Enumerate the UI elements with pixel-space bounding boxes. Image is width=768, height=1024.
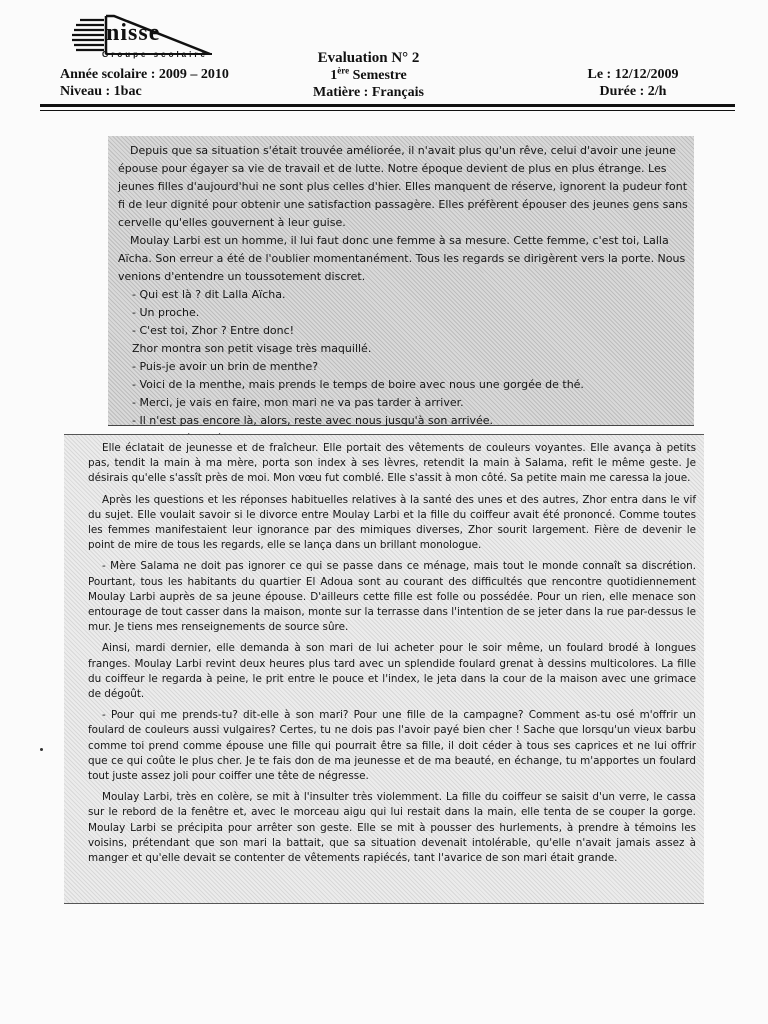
dialogue-line: - Voici de la menthe, mais prends le temps de boire avec nous une gorgée de thé. bbox=[132, 378, 584, 391]
exam-header bbox=[0, 0, 768, 118]
excerpt2-paragraph: Après les questions et les réponses habituelles relatives à la santé des unes et des autres, Zhor entra dans le vif du sujet. Elle voulait savoir si le divorce entre Moulay Larbi et la fille du coiffeur avait été prononcé. Comme toutes les femmes manifestaient leur ignorance par des mimiques diverses, Zhor sourit largement. Fière de devenir le point de mire de tous les regards, elle se lança dans un brillant monologue. bbox=[88, 493, 696, 552]
header-rule-thick bbox=[40, 104, 735, 107]
subject: Matière : Français bbox=[313, 85, 424, 100]
dialogue-line: Zhor montra son petit visage très maquillé. bbox=[132, 342, 372, 355]
excerpt2-paragraph: Moulay Larbi, très en colère, se mit à l'insulter très violemment. La fille du coiffeur se saisit d'un verre, le cassa sur le rebord de la fenêtre et, avec le morceau aigu qui lui restait dans la main, elle tenta de se couper la gorge. Moulay Larbi se précipita pour arrêter son geste. Elle se mit à pousser des hurlements, à prendre à témoins les voisins, prétendant que son mari la battait, que sa situation devenait intolérable, qu'elle n'avait jamais assez à manger et qu'elle devait se contenter de vêtements rapiécés, tant l'avarice de son mari était grande. bbox=[88, 791, 696, 865]
excerpt1-paragraph: Moulay Larbi est un homme, il lui faut donc une femme à sa mesure. Cette femme, c'est toi, Lalla Aïcha. Son erreur a été de l'oublier momentanément. Tous les regards se dirigèrent vers la porte. Nous venions d'entendre un toussotement discret. bbox=[118, 234, 686, 283]
header-left bbox=[60, 66, 229, 100]
school-year: Année scolaire : 2009 – 2010 bbox=[60, 67, 229, 82]
excerpt2-paragraph: Elle éclatait de jeunesse et de fraîcheur. Elle portait des vêtements de couleurs voyantes. Elle avança à petits pas, tendit la main à ma mère, porta son index à ses lèvres, retendit la main à Salama, refit le même geste. Je désirais qu'elle s'assît près de moi. Mon vœu fut comblé. Elle s'assit à mon côté. Sa petite main me caressa la joue. bbox=[88, 442, 696, 485]
dialogue-line: - Qui est là ? dit Lalla Aïcha. bbox=[132, 288, 286, 301]
excerpt2-paragraph: - Mère Salama ne doit pas ignorer ce qui se passe dans ce ménage, mais tout le monde connaît sa discrétion. Pourtant, tous les habitants du quartier El Adoua sont au courant des difficultés que rencontre quotidiennement Moulay Larbi auprès de sa jeune épouse. D'ailleurs cette fille est folle ou possédée. Pour un rien, elle menace son entourage de tout casser dans la maison, monte sur la terrasse dans l'intention de se jeter dans la rue par-dessus le mur. Je tiens mes renseignements de source sûre. bbox=[88, 560, 696, 634]
header-rule-thin bbox=[40, 110, 735, 111]
evaluation-title: Evaluation N° 2 bbox=[317, 50, 420, 66]
excerpt1-paragraph: Depuis que sa situation s'était trouvée améliorée, il n'avait plus qu'un rêve, celui d'avoir une jeune épouse pour égayer sa vie de travail et de lutte. Notre époque devient de plus en plus étrange. Les jeunes filles d'aujourd'hui ne sont plus celles d'hier. Elles manquent de réserve, ignorent la pudeur font fi de leur dignité pour obtenir une satisfaction passagère. Elles préfèrent épouser des jeunes gens sans cervelle qu'elles gouvernent à leur guise. bbox=[118, 144, 688, 229]
text-excerpt-1 bbox=[108, 136, 694, 426]
logo-text: nisse bbox=[106, 20, 161, 46]
dialogue-line: - Il n'est pas encore là, alors, reste avec nous jusqu'à son arrivée. bbox=[132, 414, 494, 427]
exam-date: Le : 12/12/2009 bbox=[587, 67, 679, 82]
dialogue-line: - Puis-je avoir un brin de menthe? bbox=[132, 360, 319, 373]
semester: 1ère Semestre bbox=[330, 65, 407, 83]
header-center bbox=[296, 50, 441, 101]
dialogue-line: - Merci, je vais en faire, mon mari ne va pas tarder à arriver. bbox=[132, 396, 464, 409]
margin-dot bbox=[40, 748, 43, 751]
text-excerpt-2 bbox=[64, 434, 704, 904]
excerpt2-paragraph: Ainsi, mardi dernier, elle demanda à son mari de lui acheter pour le soir même, un foulard brodé à longues franges. Moulay Larbi revint deux heures plus tard avec un splendide foulard grenat à dessins multicolores. La fille du coiffeur le regarda à peine, le prit entre le pouce et l'index, le jeta dans la cour de la maison avec une grimace de dégoût. bbox=[88, 642, 696, 701]
logo-subtitle: Groupe scolaire bbox=[102, 50, 208, 59]
header-right bbox=[578, 66, 688, 100]
exam-duration: Durée : 2/h bbox=[599, 84, 667, 99]
dialogue-line: - Un proche. bbox=[132, 306, 200, 319]
level: Niveau : 1bac bbox=[60, 84, 142, 99]
excerpt2-paragraph: - Pour qui me prends-tu? dit-elle à son mari? Pour une fille de la campagne? Comment as-tu osé m'offrir un foulard de couleurs aussi vulgaires? Certes, tu ne dois pas l'avoir payé bien cher ! Sache que lorsqu'un vieux barbu comme toi prend comme épouse une fille qui pourrait être sa fille, il doit céder à tous ses caprices et ne lui offrir que ce qui coûte le plus cher. Je te fais don de ma jeunesse et de ma beauté, en échange, tu m'apportes un foulard tout juste assez joli pour coiffer une tête de négresse. bbox=[88, 709, 696, 783]
dialogue-line: - C'est toi, Zhor ? Entre donc! bbox=[132, 324, 295, 337]
